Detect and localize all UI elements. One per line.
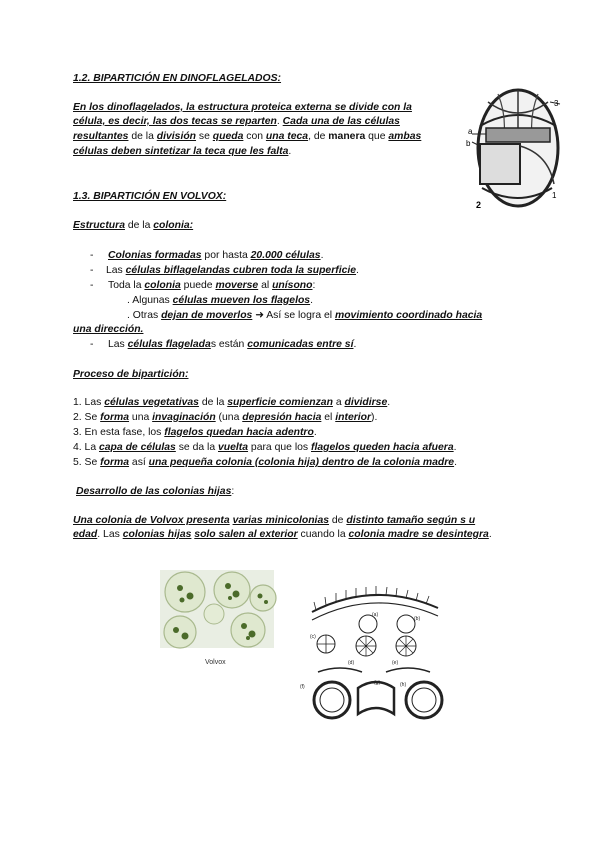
figure-label-f: (f)	[300, 684, 305, 690]
text-run: resultantes	[73, 131, 129, 142]
text-run: queda	[212, 131, 244, 142]
text-run: división	[156, 131, 197, 142]
text-run: dejan de moverlos	[161, 310, 253, 321]
text-run: dividirse	[344, 397, 388, 408]
paragraph-line	[73, 130, 421, 143]
text-run: una pequeña colonia (colonia hija) dentro de la colonia madre	[148, 457, 455, 468]
text-run: Las	[106, 265, 126, 276]
text-run: células vegetativas	[104, 397, 199, 408]
text-run: distinto tamaño según s u	[346, 515, 476, 526]
list-item	[108, 249, 323, 262]
paragraph-line: En los dinoflagelados, la estructura proteica externa se divide con la	[73, 102, 412, 113]
figure-label-2: 2	[476, 200, 482, 210]
figure-label-d: (d)	[348, 660, 355, 666]
text-run: movimiento coordinado hacia	[334, 310, 483, 321]
text-run: de	[329, 515, 347, 526]
text-run: 1. Las	[73, 397, 105, 408]
text-run: colonia	[144, 280, 181, 291]
sub-list-item	[127, 309, 482, 322]
paragraph-line	[73, 115, 400, 128]
figure-label-3: 3	[554, 99, 559, 108]
text-run: colonias hijas	[122, 529, 192, 540]
text-run: así	[129, 457, 149, 468]
text-run: puede	[180, 280, 216, 291]
paragraph-line	[73, 528, 492, 541]
text-run: ).	[371, 412, 378, 423]
text-run: depresión hacia	[242, 412, 322, 423]
sub-list-item-continuation: una dirección.	[73, 324, 144, 335]
text-run: 2. Se	[73, 412, 101, 423]
text-run: Estructura	[73, 220, 125, 231]
text-run: de la	[128, 131, 157, 142]
text-run: :	[312, 280, 316, 291]
text-run: .	[387, 397, 391, 408]
text-run: Una colonia de Volvox presenta	[73, 515, 230, 526]
figure-label-g: (g)	[374, 680, 381, 686]
figure-label-a: (a)	[372, 612, 379, 618]
text-run: invaginación	[152, 412, 216, 423]
text-run: , de	[308, 131, 329, 142]
list-bullet: -	[90, 250, 94, 261]
text-run: de la	[198, 397, 228, 408]
figure-label-1: 1	[552, 191, 557, 200]
text-run: :	[231, 486, 235, 497]
step-item	[73, 396, 390, 409]
text-run: flagelos quedan hacia adentro	[164, 427, 314, 438]
figure-label-e: (e)	[392, 660, 399, 666]
paragraph-line	[73, 514, 475, 527]
text-run: colonia madre se desintegra	[348, 529, 489, 540]
text-run: células mueven los flagelos	[172, 295, 311, 306]
text-run: ambas	[388, 131, 422, 142]
text-run: capa de células	[99, 442, 176, 453]
step-item	[73, 441, 457, 454]
text-run: 5. Se	[73, 457, 101, 468]
dinoflagellate-illustration	[468, 84, 564, 214]
text-run: Desarrollo de las colonias hijas	[76, 486, 232, 497]
subheading-desarrollo	[76, 485, 234, 498]
text-run: células flagelada	[127, 339, 211, 350]
volvox-photo	[160, 570, 274, 648]
text-run: .	[488, 529, 492, 540]
text-run: de la	[124, 220, 154, 231]
text-run: se da la	[175, 442, 218, 453]
text-run: (una	[215, 412, 243, 423]
step-item	[73, 426, 317, 439]
text-run: Cada una de las células	[282, 116, 400, 127]
text-run: flagelos queden hacia afuera	[311, 442, 454, 453]
text-run: .	[356, 265, 359, 276]
figure-label-c: (c)	[310, 634, 316, 640]
text-run: una	[129, 412, 153, 423]
list-bullet: -	[90, 339, 94, 350]
text-run: edad	[73, 529, 98, 540]
text-run: Colonias formadas	[108, 250, 202, 261]
text-run: el	[321, 412, 336, 423]
text-run: .	[288, 146, 292, 157]
text-run: colonia:	[153, 220, 194, 231]
text-run: células biflagelandas cubren toda la superficie	[125, 265, 357, 276]
text-run: interior	[335, 412, 372, 423]
list-item	[106, 264, 359, 277]
text-run: 3. En esta fase, los	[73, 427, 165, 438]
text-run: al	[258, 280, 273, 291]
text-run: célula, es decir, las dos tecas se reparten	[73, 116, 277, 127]
section-heading-dinoflagelados: 1.2. BIPARTICIÓN EN DINOFLAGELADOS:	[73, 73, 282, 84]
text-run: que	[365, 131, 389, 142]
volvox-bipartition-diagram	[296, 572, 452, 728]
text-run: .	[320, 250, 324, 261]
text-run: s están	[210, 339, 248, 350]
figure-caption-volvox: Volvox	[205, 659, 226, 666]
text-run: .	[276, 116, 283, 127]
text-run: .	[353, 339, 357, 350]
figure-label-a: a	[468, 127, 473, 136]
step-item	[73, 411, 377, 424]
figure-label-h: (h)	[400, 682, 407, 688]
text-run: comunicadas entre sí	[247, 339, 354, 350]
text-run: Las	[108, 339, 128, 350]
list-bullet: -	[90, 265, 94, 276]
text-run: Toda la	[108, 280, 145, 291]
subheading-estructura	[73, 219, 193, 232]
list-item	[108, 279, 315, 292]
list-item	[108, 338, 356, 351]
figure-label-b: b	[466, 139, 471, 148]
text-run: .	[310, 295, 313, 306]
step-item	[73, 456, 457, 469]
text-run: forma	[100, 412, 130, 423]
text-run: a	[332, 397, 345, 408]
section-heading-volvox: 1.3. BIPARTICIÓN EN VOLVOX:	[73, 191, 227, 202]
subheading-proceso: Proceso de bipartición:	[73, 369, 189, 380]
text-run: . Las	[97, 529, 123, 540]
text-run: células deben sintetizar la teca que les falta	[73, 146, 289, 157]
text-run: con	[243, 131, 266, 142]
text-run: una teca	[265, 131, 309, 142]
text-run: por hasta	[201, 250, 251, 261]
text-run: ➜ Así se logra el	[252, 310, 335, 321]
text-run: se	[196, 131, 213, 142]
text-run: .	[313, 427, 317, 438]
text-run: . Otras	[127, 310, 162, 321]
text-run: moverse	[215, 280, 259, 291]
text-run: unísono	[272, 280, 313, 291]
text-run: manera	[328, 131, 366, 142]
text-run: .	[453, 442, 457, 453]
text-run: . Algunas	[127, 295, 173, 306]
text-run: 4. La	[73, 442, 99, 453]
text-run: .	[454, 457, 457, 468]
text-run: varias minicolonias	[232, 515, 330, 526]
sub-list-item	[127, 294, 313, 307]
paragraph-line	[73, 145, 291, 158]
figure-label-b: (b)	[414, 616, 421, 622]
text-run: superficie comienzan	[227, 397, 333, 408]
text-run: solo salen al exterior	[194, 529, 298, 540]
list-bullet: -	[90, 280, 94, 291]
text-run: vuelta	[218, 442, 249, 453]
text-run: forma	[100, 457, 130, 468]
text-run: 20.000 células	[250, 250, 321, 261]
text-run: para que los	[248, 442, 311, 453]
text-run: cuando la	[297, 529, 349, 540]
